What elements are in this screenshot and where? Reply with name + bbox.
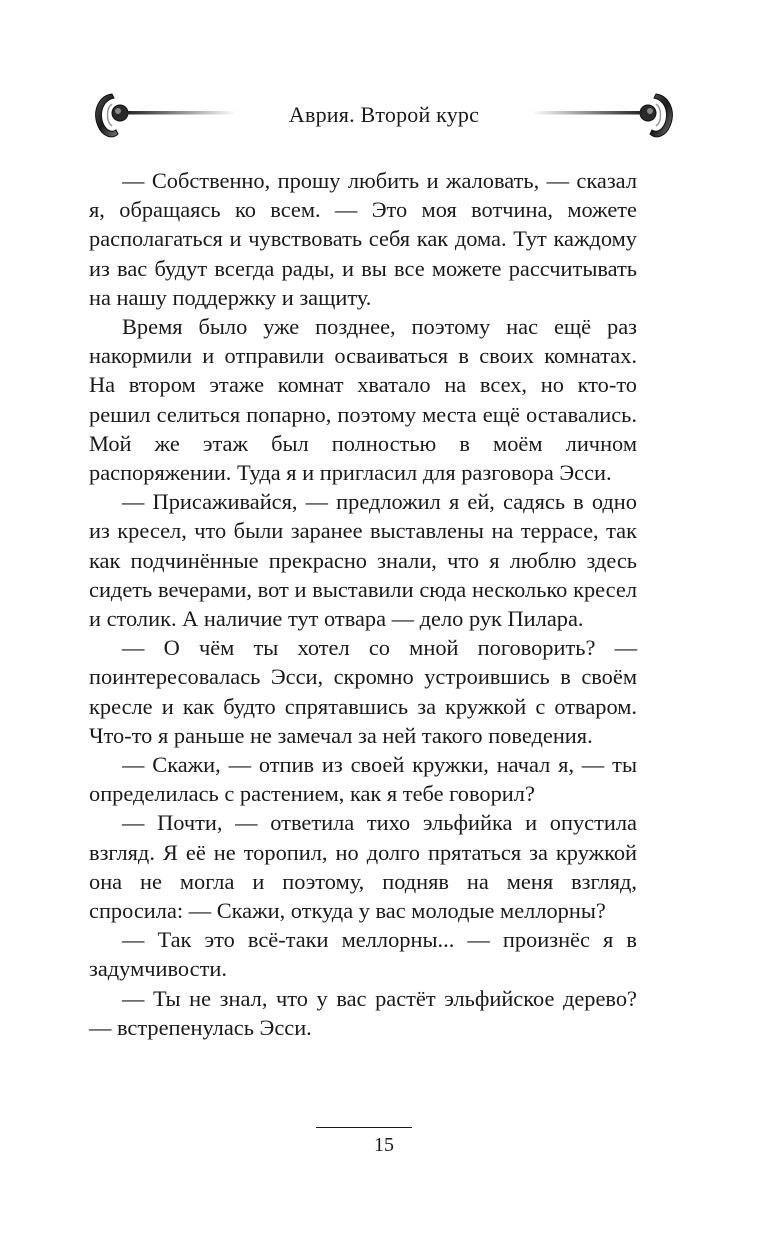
paragraph: — О чём ты хотел со мной поговорить? — поинтересовалась Эсси, скромно устроившись в своём кресле и как будто спрятавшись за кружкой с отваром. Что-то я раньше не замечал за ней такого поведения. (89, 635, 637, 748)
running-title: Аврия. Второй курс (288, 102, 480, 127)
paragraph: — Так это всё-таки меллорны... — произнёс я в задумчивости. (89, 927, 637, 982)
page-number: 15 (374, 1134, 394, 1156)
paragraph: — Скажи, — отпив из своей кружки, начал я, — ты определилась с растением, как я тебе говорил? (89, 752, 637, 807)
paragraph: Время было уже позднее, поэтому нас ещё раз накормили и отправили осваиваться в своих комнатах. На втором этаже комнат хватало на всех, но кто-то решил селиться попарно, поэтому места ещё оставались. Мой же этаж был полностью в моём личном распоряжении. Туда я и пригласил для разговора Эсси. (89, 314, 637, 486)
paragraph: — Собственно, прошу любить и жаловать, — сказал я, обращаясь ко всем. — Это моя вотчина, можете располагаться и чувствовать себя как дома. Тут каждому из вас будут всегда рады, и вы все можете рассчитывать на нашу поддержку и защиту. (89, 168, 637, 310)
page-body (89, 166, 637, 1042)
paragraph: — Ты не знал, что у вас растёт эльфийское дерево? — встрепенулась Эсси. (89, 985, 637, 1040)
paragraph: — Почти, — ответила тихо эльфийка и опустила взгляд. Я её не торопил, но долго прятаться за кружкой она не могла и поэтому, подняв на меня взгляд, спросила: — Скажи, откуда у вас молодые меллорны? (89, 810, 637, 924)
running-header (0, 86, 768, 150)
footer-rule (316, 1127, 412, 1128)
paragraph: — Присаживайся, — предложил я ей, садясь в одно из кресел, что были заранее выставлены на террасе, так как подчинённые прекрасно знали, что я люблю здесь сидеть вечерами, вот и выставили сюда несколько кресел и столик. А наличие тут отвара — дело рук Пилара. (89, 489, 637, 632)
